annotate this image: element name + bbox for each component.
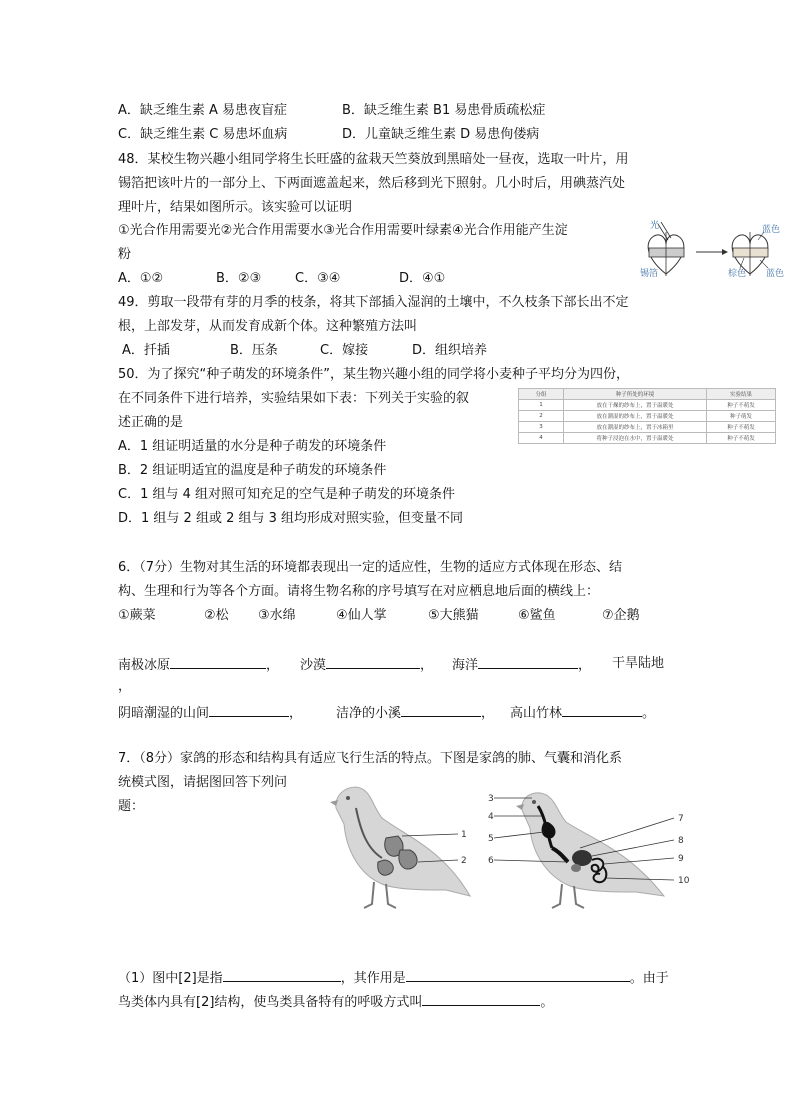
fig2-label-7: 7 xyxy=(678,814,684,824)
q48-line-1: 48．某校生物兴趣小组同学将生长旺盛的盆栽天竺葵放到黑暗处一昼夜，选取一叶片，用 xyxy=(118,152,629,167)
fig1-label-1: 1 xyxy=(461,830,467,840)
habitat-label: 干旱陆地 xyxy=(612,656,665,671)
q6-line-2: 构、生理和行为等各个方面。请将生物名称的序号填写在对应栖息地后面的横线上： xyxy=(118,584,600,599)
comma: ， xyxy=(578,658,592,673)
label-foil: 锡箔 xyxy=(640,269,659,279)
q49-line-2: 根，上部发芽，从而发育成新个体。这种繁殖方法叫 xyxy=(118,319,418,334)
period: 。 xyxy=(642,706,656,721)
fig2-label-6: 6 xyxy=(488,856,494,866)
table-row xyxy=(519,400,776,411)
q7-line-1: 7．（8分）家鸽的形态和结构具有适应飞行生活的特点。下图是家鸽的肺、气囊和消化系 xyxy=(118,751,623,766)
q47-option-c: C．缺乏维生素 C 易患坏血病 xyxy=(118,127,288,142)
answer-blank[interactable] xyxy=(562,702,642,717)
organism-item: ⑥鲨鱼 xyxy=(518,608,556,623)
answer-blank[interactable] xyxy=(478,654,578,669)
q7-sub1-mid: ，其作用是 xyxy=(340,971,406,986)
table-header: 分组 xyxy=(519,389,564,400)
habitat-label: 海洋 xyxy=(452,658,479,673)
label-brown: 棕色 xyxy=(728,269,747,279)
q7-sub1-line2-text: 鸟类体内具有[2]结构，使鸟类具备特有的呼吸方式叫 xyxy=(118,995,423,1010)
q49-options xyxy=(122,341,488,361)
q7-line-3: 题： xyxy=(118,799,145,814)
habitat-label: 洁净的小溪 xyxy=(336,706,402,721)
q48-line-2: 锡箔把该叶片的一部分上、下两面遮盖起来，然后移到光下照射。几小时后，用碘蒸汽处 xyxy=(118,176,626,191)
table-header: 实验结果 xyxy=(707,389,776,400)
table-header-row xyxy=(519,389,776,400)
q49-line-1: 49．剪取一段带有芽的月季的枝条，将其下部插入湿润的土壤中，不久枝条下部长出不定 xyxy=(118,295,629,310)
q47-option-row-1 xyxy=(118,101,546,121)
table-cell: 种子不萌发 xyxy=(707,422,776,433)
q49-option-d: D．组织培养 xyxy=(412,343,488,358)
table-cell: 种子不萌发 xyxy=(707,400,776,411)
table-cell: 种子萌发 xyxy=(707,411,776,422)
q7-sub1-suffix: 。由于 xyxy=(629,971,669,986)
comma: ， xyxy=(266,658,280,673)
answer-blank[interactable] xyxy=(406,967,630,982)
answer-blank[interactable] xyxy=(209,702,289,717)
label-blue-top: 蓝色 xyxy=(762,225,781,235)
comma: ， xyxy=(481,706,495,721)
table-cell: 放在干燥的纱布上，置于温暖处 xyxy=(564,400,707,411)
q48-line-4: ①光合作用需要光②光合作用需要水③光合作用需要叶绿素④光合作用能产生淀 xyxy=(118,223,568,238)
table-cell: 1 xyxy=(519,400,564,411)
q48-option-b: B．②③ xyxy=(216,271,262,286)
fig2-label-3: 3 xyxy=(488,794,494,804)
q6-habitat-row-1 xyxy=(118,654,665,676)
q49-option-b: B．压条 xyxy=(230,343,278,358)
organism-item: ⑦企鹅 xyxy=(602,608,640,623)
table-header: 种子所处的环境 xyxy=(564,389,707,400)
label-blue-bottom: 蓝色 xyxy=(766,269,785,279)
table-cell: 种子不萌发 xyxy=(707,433,776,444)
q50-option-c: C．1 组与 4 组对照可知充足的空气是种子萌发的环境条件 xyxy=(118,487,456,502)
q47-option-b: B．缺乏维生素 B1 易患骨质疏松症 xyxy=(342,103,546,118)
seed-experiment-table xyxy=(518,388,776,444)
answer-blank[interactable] xyxy=(223,967,341,982)
q6-line-1: 6．（7分）生物对其生活的环境都表现出一定的适应性，生物的适应方式体现在形态、结 xyxy=(118,560,623,575)
q6-habitat-row-2 xyxy=(118,702,656,724)
q7-sub1-line-1 xyxy=(118,967,669,989)
table-cell: 3 xyxy=(519,422,564,433)
table-row xyxy=(519,422,776,433)
table-cell: 放在潮湿的纱布上，置于温暖处 xyxy=(564,411,707,422)
comma: ， xyxy=(289,706,303,721)
habitat-label: 南极冰原 xyxy=(118,658,171,673)
stray-comma: ， xyxy=(118,679,132,694)
organism-item: ①蕨菜 xyxy=(118,608,156,623)
label-light: 光 xyxy=(650,221,660,231)
q47-option-a: A．缺乏维生素 A 易患夜盲症 xyxy=(118,103,288,118)
habitat-label: 阴暗潮湿的山间 xyxy=(118,706,210,721)
fig1-label-2: 2 xyxy=(461,856,467,866)
q49-option-a: A．扦插 xyxy=(122,343,170,358)
table-cell: 将种子浸泡在水中，置于温暖处 xyxy=(564,433,707,444)
q48-option-d: D．④① xyxy=(399,271,446,286)
q50-line-2: 在不同条件下进行培养，实验结果如下表：下列关于实验的叙 xyxy=(118,391,470,406)
answer-blank[interactable] xyxy=(422,991,540,1006)
q49-option-c: C．嫁接 xyxy=(320,343,369,358)
q47-option-d: D．儿童缺乏维生素 D 易患佝偻病 xyxy=(342,127,540,142)
q50-option-a: A．1 组证明适量的水分是种子萌发的环境条件 xyxy=(118,439,387,454)
organism-item: ③水绵 xyxy=(258,608,296,623)
fig2-label-10: 10 xyxy=(678,876,690,886)
q50-line-1: 50．为了探究“种子萌发的环境条件”，某生物兴趣小组的同学将小麦种子平均分为四份， xyxy=(118,367,630,382)
habitat-label: 高山竹林 xyxy=(510,706,563,721)
q47-option-row-2 xyxy=(118,125,540,145)
q50-option-d: D．1 组与 2 组或 2 组与 3 组均形成对照实验，但变量不同 xyxy=(118,511,464,526)
table-row xyxy=(519,411,776,422)
fig2-label-8: 8 xyxy=(678,836,684,846)
q48-line-5: 粉 xyxy=(118,247,132,262)
organism-item: ⑤大熊猫 xyxy=(428,608,479,623)
q48-option-a: A．①② xyxy=(118,271,164,286)
answer-blank[interactable] xyxy=(326,654,420,669)
q50-option-b: B．2 组证明适宜的温度是种子萌发的环境条件 xyxy=(118,463,387,478)
pigeon-digestive-figure xyxy=(486,788,696,910)
table-cell: 2 xyxy=(519,411,564,422)
comma: ， xyxy=(420,658,434,673)
q50-line-3: 述正确的是 xyxy=(118,415,184,430)
q48-options xyxy=(118,269,446,289)
foil-strip xyxy=(649,248,684,257)
q48-line-3: 理叶片，结果如图所示。该实验可以证明 xyxy=(118,200,353,215)
fig2-label-9: 9 xyxy=(678,854,684,864)
table-row xyxy=(519,433,776,444)
period: 。 xyxy=(540,995,554,1010)
fig2-label-4: 4 xyxy=(488,812,494,822)
fig2-label-5: 5 xyxy=(488,834,494,844)
pigeon-lung-figure xyxy=(326,778,476,910)
table-cell: 4 xyxy=(519,433,564,444)
organism-item: ④仙人掌 xyxy=(336,608,387,623)
answer-blank[interactable] xyxy=(401,702,481,717)
habitat-label: 沙漠 xyxy=(300,658,327,673)
leaf-experiment-figure xyxy=(636,218,790,282)
q7-sub1-line-2 xyxy=(118,991,553,1013)
table-cell: 放在潮湿的纱布上，置于冰箱里 xyxy=(564,422,707,433)
q48-option-c: C．③④ xyxy=(295,271,341,286)
q7-sub1-prefix: （1）图中[2]是指 xyxy=(118,971,223,986)
organism-item: ②松 xyxy=(204,608,229,623)
answer-blank[interactable] xyxy=(170,654,266,669)
q7-line-2: 统模式图，请据图回答下列问 xyxy=(118,775,288,790)
